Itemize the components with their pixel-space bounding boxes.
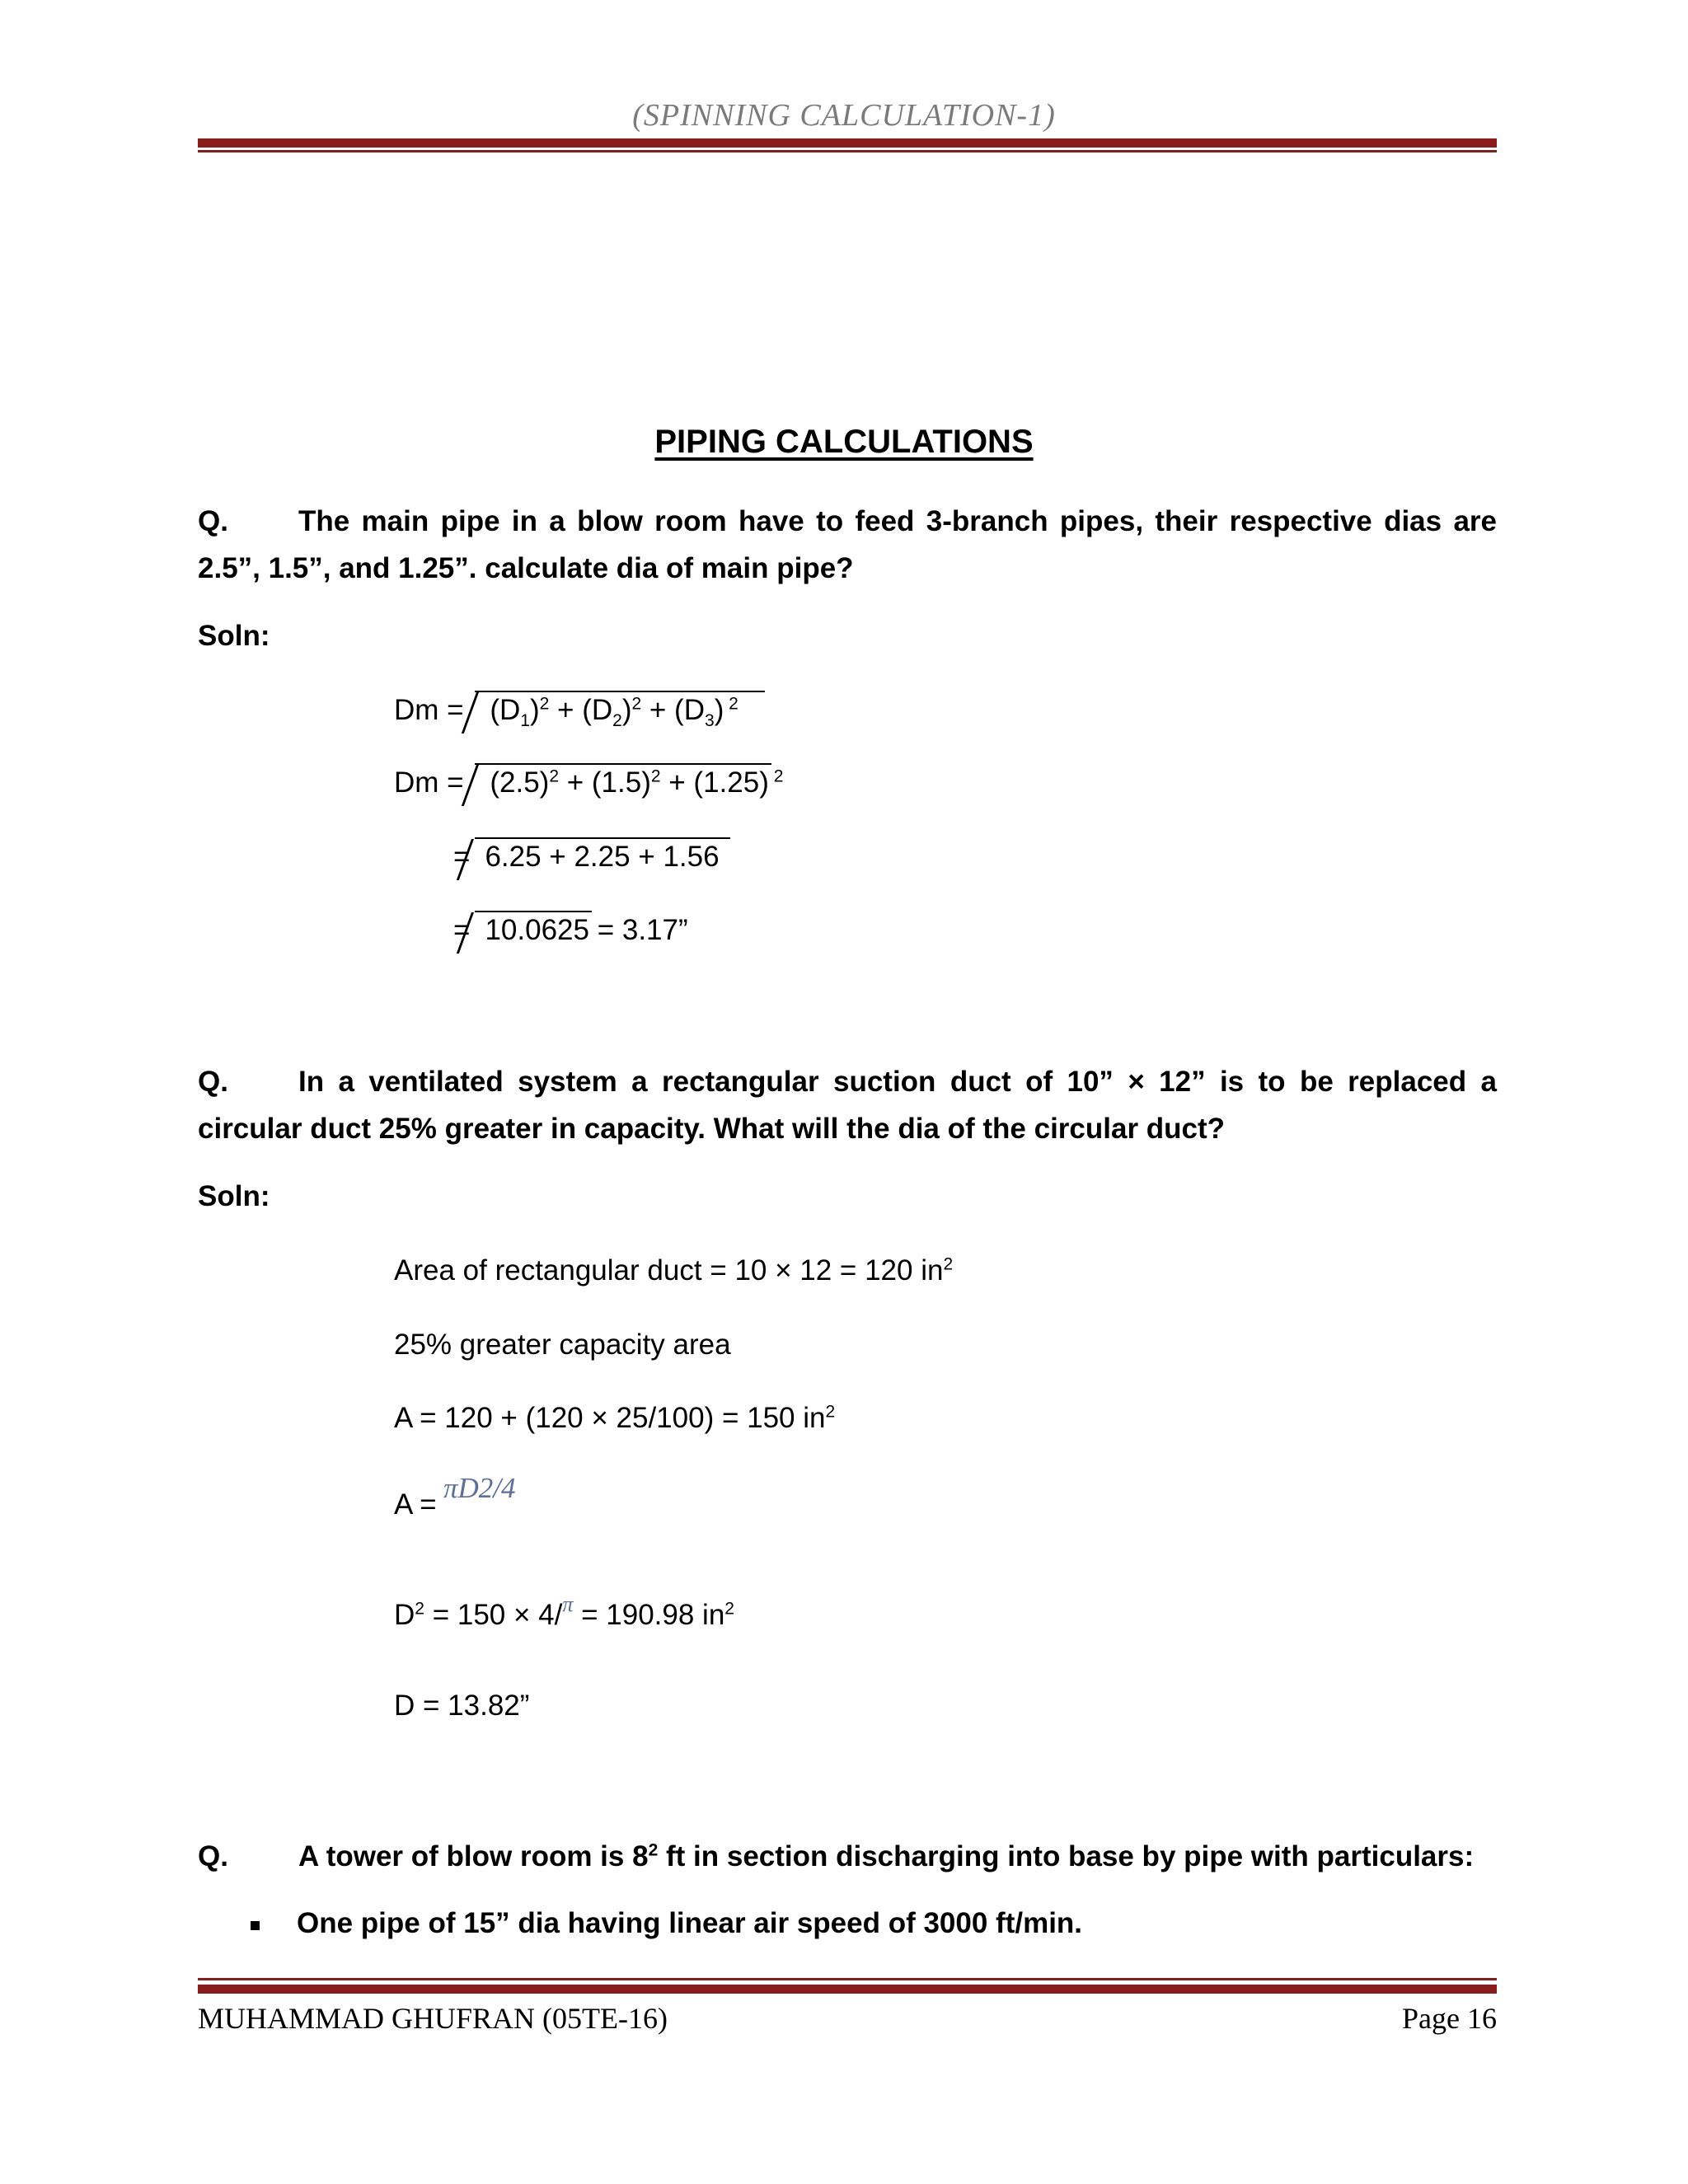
equation-line-2: 25% greater capacity area [394,1329,731,1361]
question-3: Q. A tower of blow room is $8^2$ ft in section discharging into base by pipe with particulars: [198,1833,1497,1880]
solution-label: Soln: [198,620,270,652]
radical-bar [475,837,730,839]
question-2 [198,1058,1497,1152]
equation-line-2: $Dm = (2.5)^2 + (1.5)^2 + (1.25)$ $^2$ [394,766,784,799]
equation-line-4: A = [394,1488,437,1521]
equation-line-3: = 6.25 + 2.25 + 1.56 [453,841,720,873]
equation-line-1: $Dm = (D_1)^2 + (D_2)^2 + (D_3)$ $^2$ [394,694,738,730]
running-header: (SPINNING CALCULATION-1) [632,98,1056,133]
formula-image: πD2/4 [443,1472,516,1504]
equation-line-4: = 10.0625 = 3.17” [453,914,688,946]
header-rule [198,138,1497,148]
question-text: In a ventilated system a rectangular suction duct of 10” × 12” is to be replaced a circular duct 25% greater in capacity. What will the dia of the circular duct? [198,1066,1497,1145]
equation-line-6: D = 13.82” [394,1690,530,1722]
radical-bar [475,911,592,912]
solution-label: Soln: [198,1180,270,1212]
bullet-icon [251,1921,260,1930]
question-text: The main pipe in a blow room have to feed 3-branch pipes, their respective dias are 2.5”, 1.5”, and 1.25”. calculate dia of main pipe? [198,505,1497,584]
equation-line-5: $D^2 = 150 \times 4/^\pi = 190.98$ $in^2$ [394,1592,734,1631]
radical-bar [475,691,765,692]
header-rule-thin [198,150,1497,152]
page-number: Page 16 [1402,2002,1497,2035]
question-label: Q. [198,505,228,537]
equation-line-1: Area of rectangular duct = 10 × 12 = 120 $in^2$ [394,1254,954,1286]
equation-line-3: A = 120 + (120 × 25/100) = 150 $in^2$ [394,1402,836,1434]
question-label: Q. [198,1840,228,1872]
page-title: PIPING CALCULATIONS [654,424,1034,460]
question-label: Q. [198,1066,228,1098]
footer-rule-thin [198,1978,1497,1980]
radical-bar [475,763,771,765]
list-item: One pipe of 15” dia having linear air speed of 3000 ft/min. [297,1907,1083,1939]
footer-author: MUHAMMAD GHUFRAN (05TE-16) [198,2002,668,2035]
question-1 [198,498,1497,592]
footer-rule [198,1985,1497,1994]
